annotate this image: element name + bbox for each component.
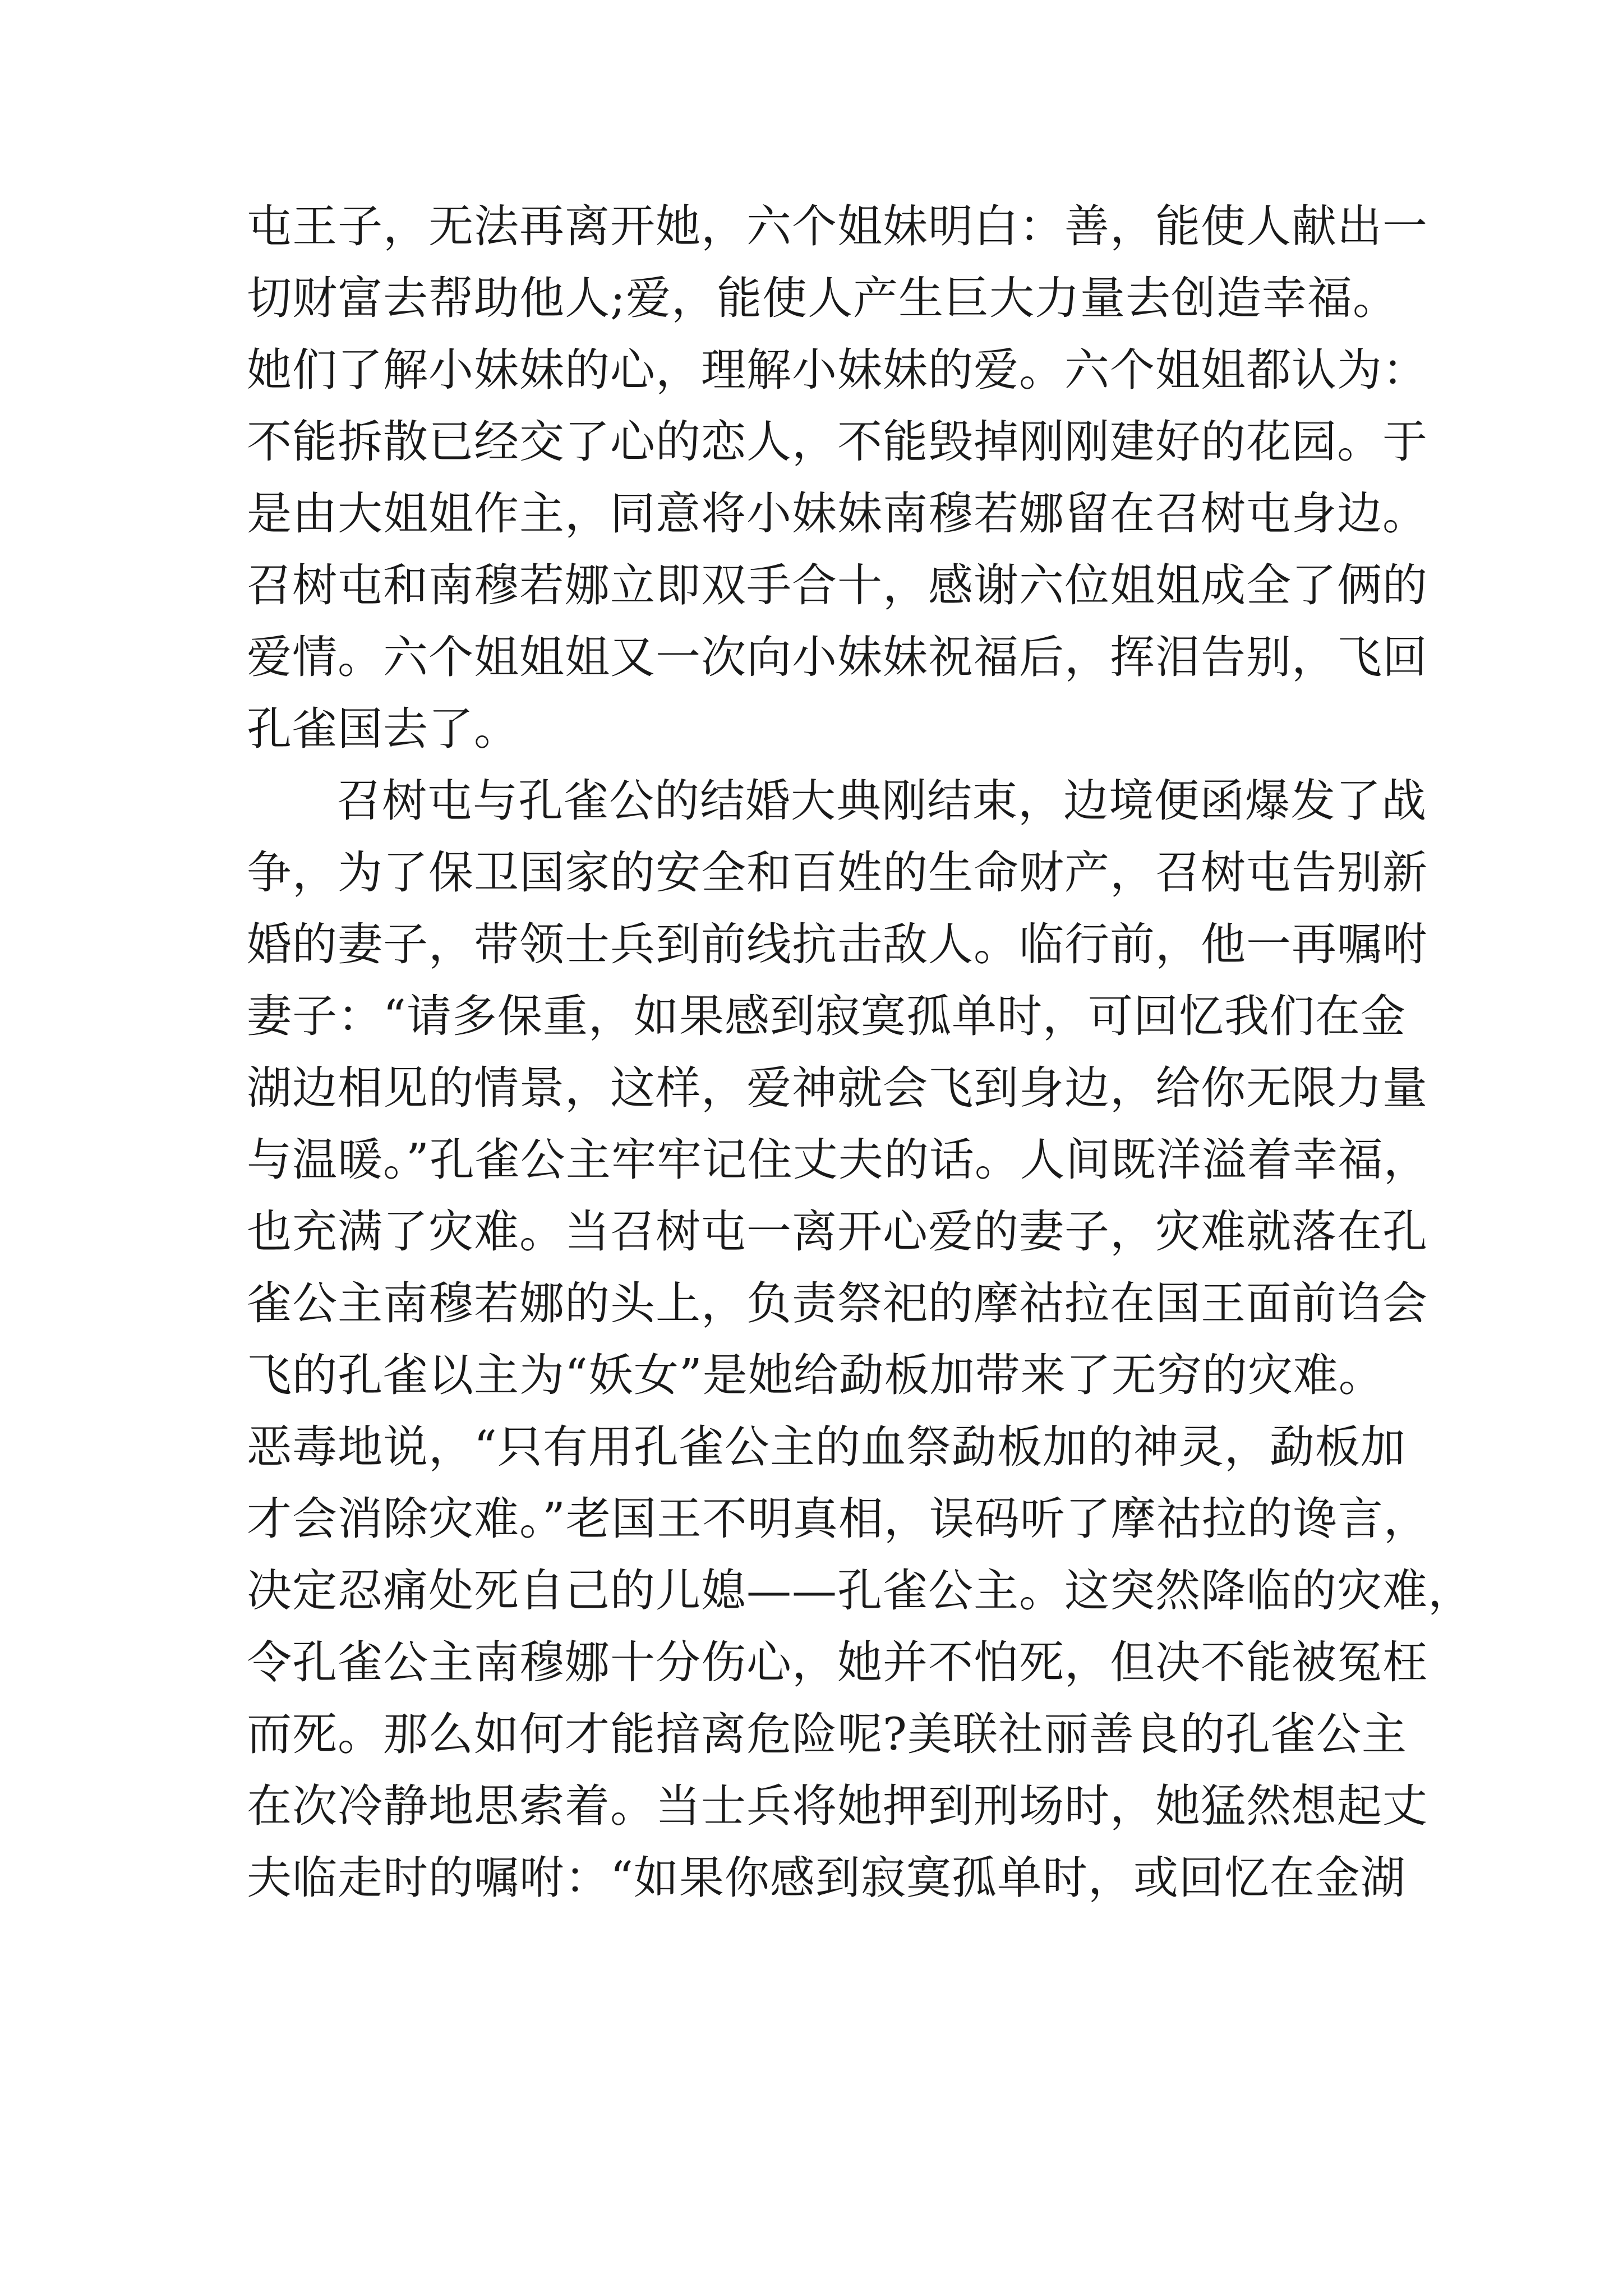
text-line: 召树屯和南穆若娜立即双手合十，感谢六位姐姐成全了俩的 <box>247 559 1428 611</box>
text-line: 婚的妻子，带领士兵到前线抗击敌人。临行前，他一再嘱咐 <box>247 918 1428 970</box>
text-line: 而死。那么如何才能揞离危险呢?美联社丽善良的孔雀公主 <box>247 1708 1407 1760</box>
text-line: 在次冷静地思索着。当士兵将她押到刑场时，她猛然想起丈 <box>247 1780 1428 1832</box>
text-line: 妻子：“请多保重，如果感到寂寞孤单时，可回忆我们在金 <box>247 990 1406 1042</box>
text-line: 恶毒地说，“只有用孔雀公主的血祭勐板加的神灵，勐板加 <box>247 1421 1406 1473</box>
text-line: 争，为了保卫国家的安全和百姓的生命财产，召树屯告别新 <box>247 846 1428 899</box>
text-line: 切财富去帮助他人;爱，能使人产生巨大力量去创造幸福。 <box>247 272 1398 324</box>
text-line: 是由大姐姐作主，同意将小妹妹南穆若娜留在召树屯身边。 <box>247 487 1428 540</box>
text-line: 雀公主南穆若娜的头上，负责祭祀的摩祜拉在国王面前诌会 <box>247 1277 1428 1329</box>
text-line: 湖边相见的情景，这样，爱神就会飞到身边，给你无限力量 <box>247 1062 1428 1114</box>
text-line: 飞的孔雀以主为“妖女”是她给勐板加带来了无穷的灾难。 <box>247 1349 1384 1401</box>
text-line: 夫临走时的嘱咐：“如果你感到寂寞孤单时，或回忆在金湖 <box>247 1852 1406 1904</box>
text-line: 爱情。六个姐姐姐又一次向小妹妹祝福后，挥泪告别，飞回 <box>247 631 1428 683</box>
text-line: 孔雀国去了。 <box>247 703 519 755</box>
text-line: 才会消除灾难。”老国王不明真相，误码听了摩祜拉的谗言， <box>247 1493 1429 1545</box>
text-line: 令孔雀公主南穆娜十分伤心，她并不怕死，但决不能被冤枉 <box>247 1636 1428 1688</box>
text-line: 也充满了灾难。当召树屯一离开心爱的妻子，灾难就落在孔 <box>247 1205 1428 1258</box>
text-line: 不能拆散已经交了心的恋人，不能毁掉刚刚建好的花园。于 <box>247 416 1428 468</box>
body-text <box>247 191 1473 1914</box>
text-line: 决定忍痛处死自己的儿媳——孔雀公主。这突然降临的灾难， <box>247 1565 1473 1617</box>
text-line: 屯王子，无法再离开她，六个姐妹明白：善，能使人献出一 <box>247 200 1428 252</box>
text-line: 与温暖。”孔雀公主牢牢记住丈夫的话。人间既洋溢着幸福， <box>247 1134 1429 1186</box>
text-line: 她们了解小妹妹的心，理解小妹妹的爱。六个姐姐都认为： <box>247 344 1428 396</box>
text-line: 召树屯与孔雀公的结婚大典刚结束，边境便函爆发了战 <box>336 775 1427 827</box>
